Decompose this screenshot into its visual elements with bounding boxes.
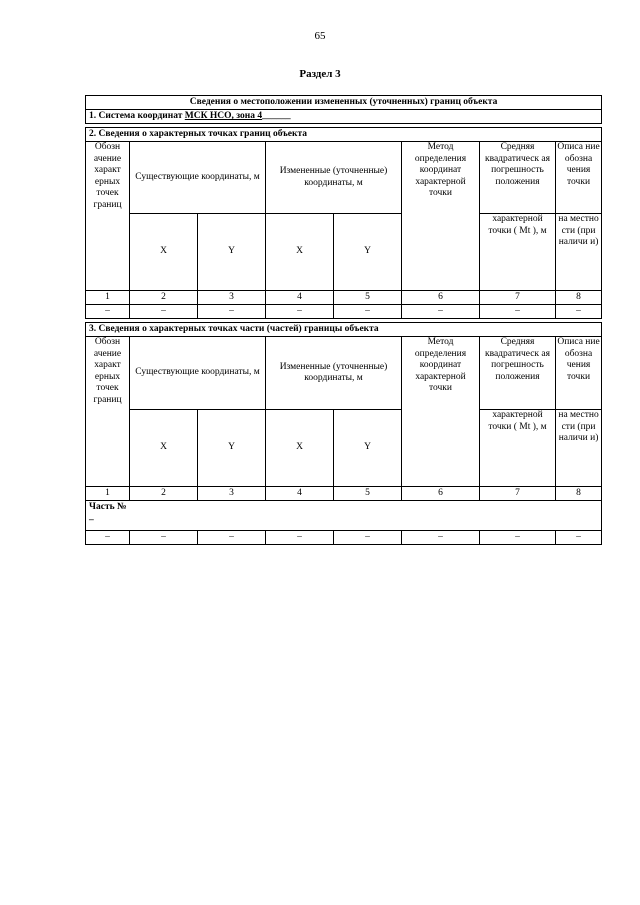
coordinate-system-blank: ______ [262,111,291,121]
col-number: 6 [402,291,480,305]
col-number: 7 [480,487,556,501]
col-error-bottom: характерной точки ( Mt ), м [480,410,556,487]
cell-dash: – [402,305,480,319]
col-number: 6 [402,487,480,501]
boundary-table [85,95,602,545]
col-error-bottom: характерной точки ( Mt ), м [480,214,556,291]
cell-dash: – [556,531,602,545]
col-number: 3 [198,487,266,501]
cell-dash: – [198,531,266,545]
section-3-title: 3. Сведения о характерных точках части (частей) границы объекта [86,323,602,337]
col-number: 5 [334,487,402,501]
cell-dash: – [334,531,402,545]
col-existing-x: X [130,214,198,291]
col-number: 2 [130,291,198,305]
col-existing-y: Y [198,214,266,291]
col-description-bottom: на местно сти (при наличи и) [556,410,602,487]
part-label [86,501,602,531]
column-number-row [86,291,602,305]
coordinate-system-row [86,110,602,124]
col-number: 1 [86,291,130,305]
col-number: 4 [266,291,334,305]
col-changed-coords: Измененные (уточненные) координаты, м [266,142,402,214]
cell-dash: – [198,305,266,319]
col-point-designation: Обозн ачение характ ерных точек границ [86,142,130,291]
cell-dash: – [556,305,602,319]
page-number: 65 [314,30,326,42]
col-method: Метод определения координат характерной точки [402,142,480,291]
cell-dash: – [334,305,402,319]
col-existing-y: Y [198,410,266,487]
col-number: 2 [130,487,198,501]
cell-dash: – [480,305,556,319]
section-2-title: 2. Сведения о характерных точках границ объекта [86,128,602,142]
col-changed-x: X [266,410,334,487]
col-point-designation: Обозн ачение характ ерных точек границ [86,337,130,487]
col-number: 1 [86,487,130,501]
col-number: 8 [556,291,602,305]
col-method: Метод определения координат характерной точки [402,337,480,487]
col-number: 3 [198,291,266,305]
col-description-bottom: на местно сти (при наличи и) [556,214,602,291]
part-label-text: Часть № – [89,502,127,525]
col-changed-coords: Измененные (уточненные) координаты, м [266,337,402,410]
col-error-top: Средняя квадратическ ая погрешность положения [480,142,556,214]
col-error-top: Средняя квадратическ ая погрешность положения [480,337,556,410]
table-title: Сведения о местоположении измененных (уточненных) границ объекта [86,96,602,110]
cell-dash: – [130,531,198,545]
cell-dash: – [266,305,334,319]
col-number: 8 [556,487,602,501]
coordinate-system-label: 1. Система координат [89,111,183,121]
column-number-row [86,487,602,501]
col-existing-coords: Существующие координаты, м [130,337,266,410]
col-existing-coords: Существующие координаты, м [130,142,266,214]
coordinate-system-value: МСК НСО, зона 4 [184,111,263,121]
cell-dash: – [480,531,556,545]
col-description-top: Описа ние обозна чения точки [556,142,602,214]
col-description-top: Описа ние обозна чения точки [556,337,602,410]
table-row [86,531,602,545]
table-row [86,305,602,319]
cell-dash: – [130,305,198,319]
cell-dash: – [86,305,130,319]
col-existing-x: X [130,410,198,487]
section-title: Раздел 3 [299,68,341,80]
col-changed-x: X [266,214,334,291]
cell-dash: – [402,531,480,545]
col-changed-y: Y [334,214,402,291]
cell-dash: – [86,531,130,545]
col-changed-y: Y [334,410,402,487]
col-number: 5 [334,291,402,305]
col-number: 7 [480,291,556,305]
col-number: 4 [266,487,334,501]
cell-dash: – [266,531,334,545]
